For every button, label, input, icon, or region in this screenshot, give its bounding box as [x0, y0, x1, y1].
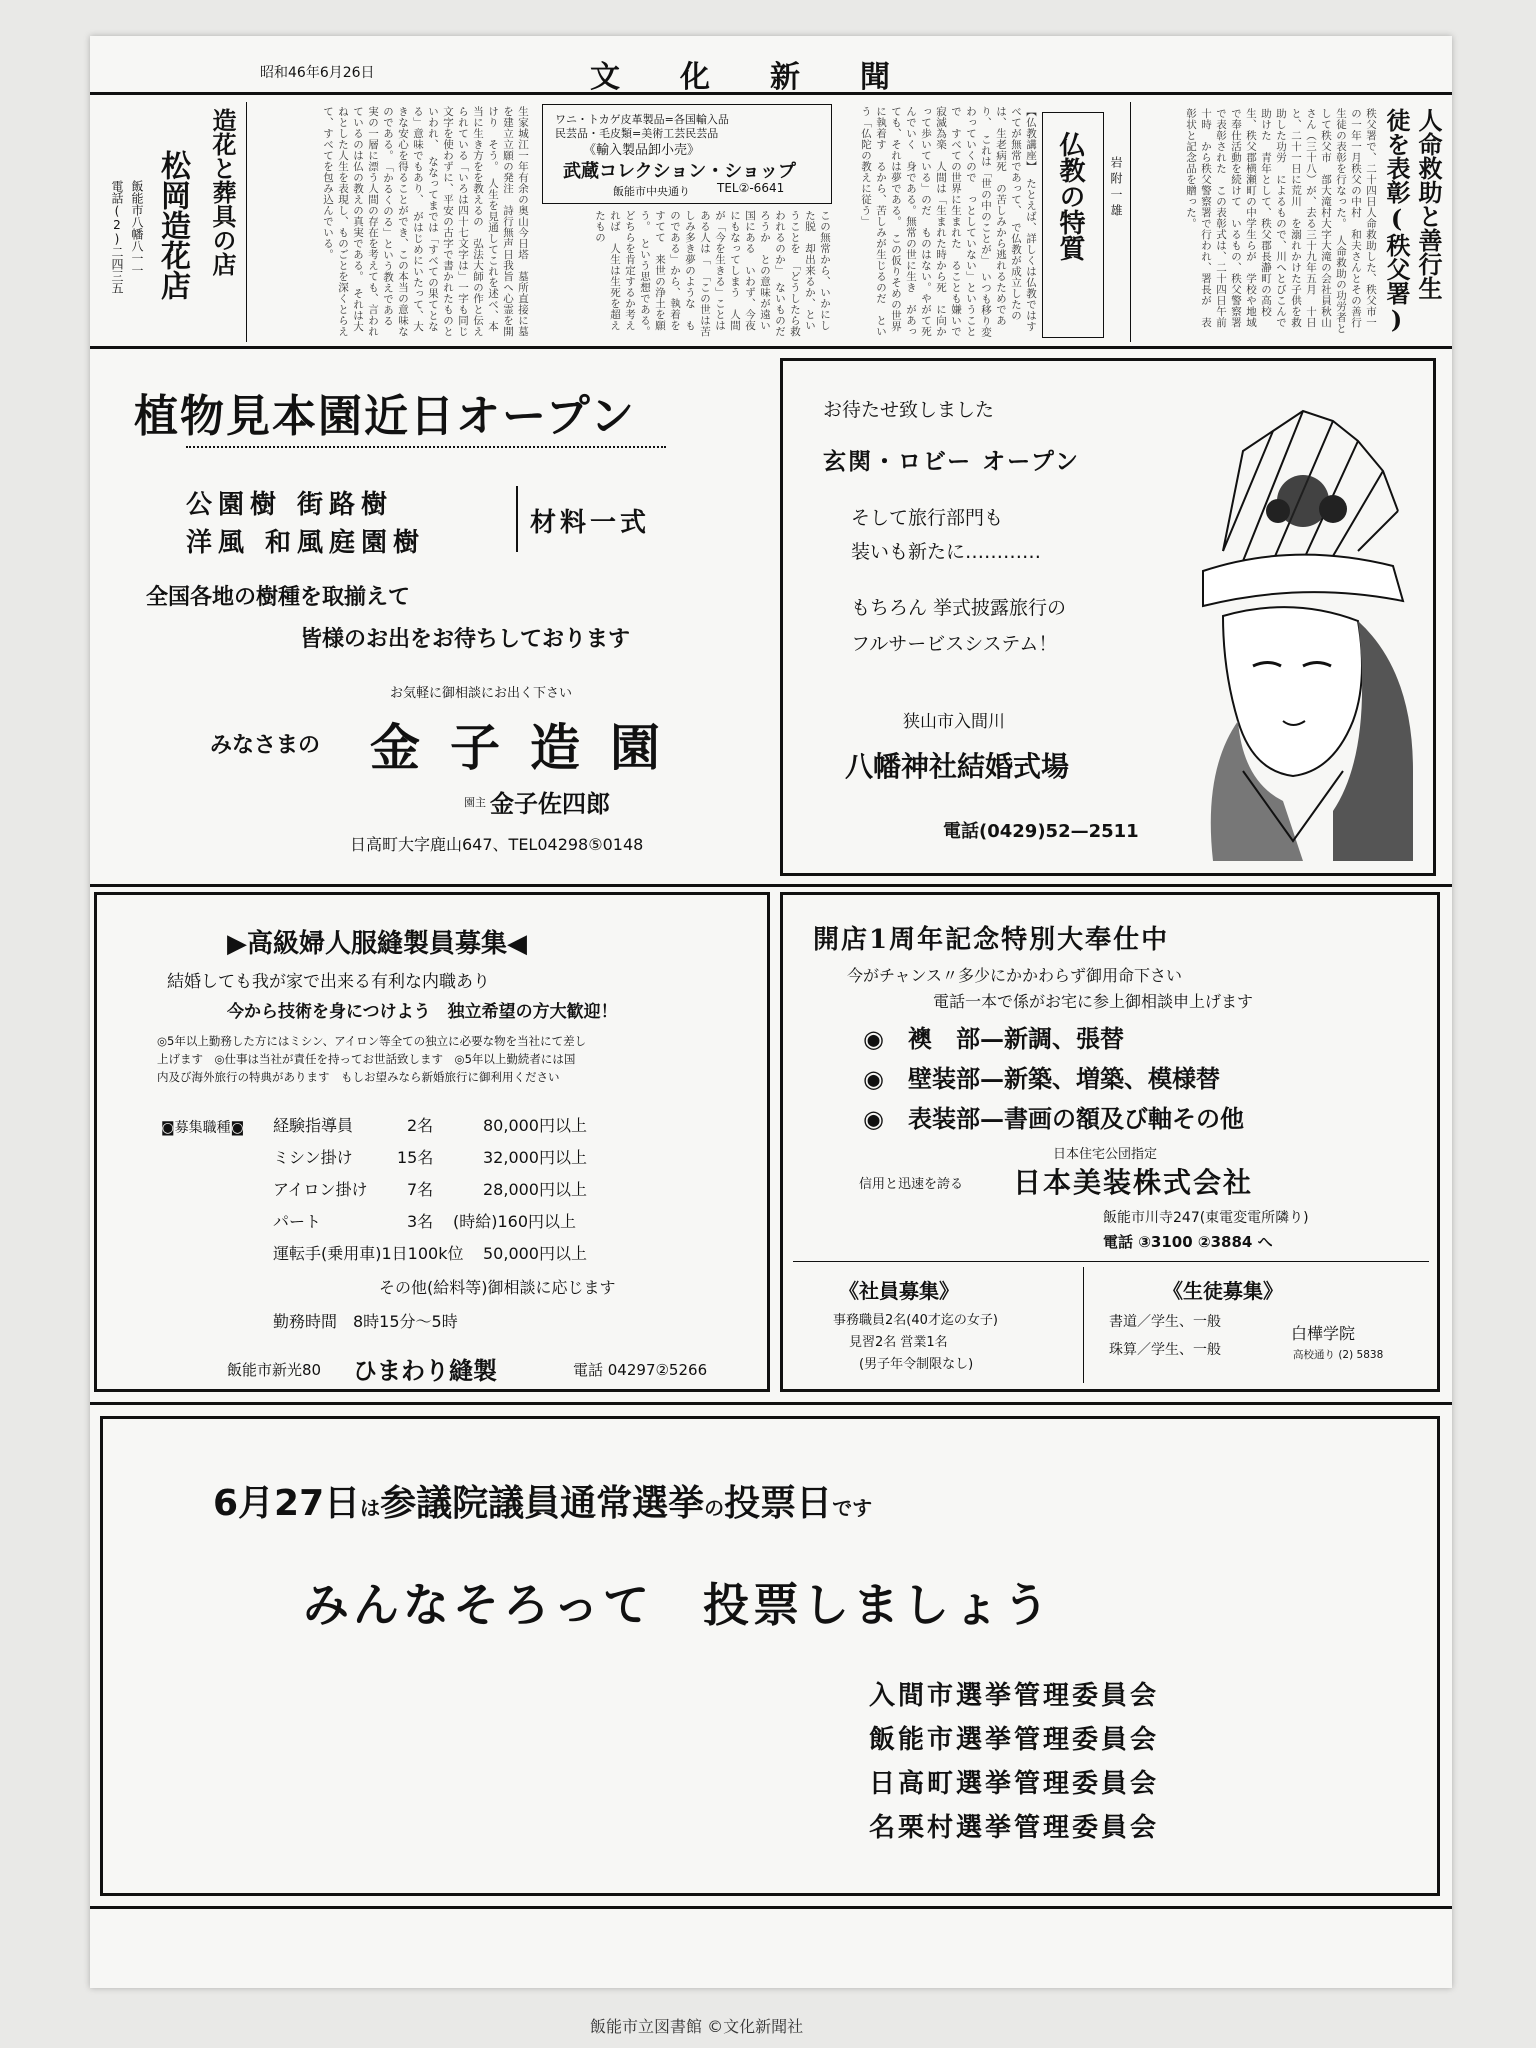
position-count: 2名 — [407, 1116, 434, 1135]
position-count: 3名 — [407, 1212, 434, 1231]
ad-musashi-line1: ワニ・トカゲ皮革製品=各国輸入品 — [555, 113, 729, 126]
ad-himawari-note2: 上げます ◎仕事は当社が責任を持ってお世話致します ◎5年以上勤続者には国 — [157, 1052, 576, 1066]
ad-nihonbiso — [780, 892, 1440, 1392]
election-date: 6月27日 — [213, 1483, 361, 1524]
ad-musashi-line3: 《輸入製品卸小売》 — [583, 143, 701, 158]
election-committee-4: 名栗村選挙管理委員会 — [869, 1813, 1160, 1843]
position-count: 7名 — [407, 1180, 434, 1199]
ad-nihonbiso-address: 飯能市川寺247(東電変電所隣り) — [1103, 1210, 1309, 1226]
dept-row: ◉ 表装部—書画の額及び軸その他 — [863, 1104, 1244, 1133]
ad-kaneko-items-2: 洋風 和風庭園樹 — [186, 528, 426, 558]
ad-himawari-sub1: 結婚しても我が家で出来る有利な内職あり — [167, 972, 490, 992]
ad-election — [100, 1416, 1440, 1896]
position-row: パート — [273, 1212, 322, 1231]
position-pay: 50,000円以上 — [483, 1244, 587, 1263]
ad-nihonbiso-students-2: 珠算／学生、一般 — [1109, 1342, 1221, 1358]
ad-hachiman-line5: もちろん 挙式披露旅行の — [851, 597, 1067, 619]
election-headline — [213, 1475, 872, 1526]
position-row: 経験指導員 — [273, 1116, 354, 1135]
ad-himawari-address: 飯能市新光80 — [227, 1361, 322, 1379]
ad-himawari-title: ▶高級婦人服縫製員募集◀ — [227, 929, 527, 959]
ad-nihonbiso-phone: 電話 ③3100 ②3884 へ — [1103, 1233, 1273, 1251]
ad-nihonbiso-recruit-2: 見習2名 営業1名 — [849, 1335, 948, 1350]
ad-nihonbiso-school-addr: 高校通り (2) 5838 — [1293, 1349, 1384, 1361]
ad-nihonbiso-school: 白樺学院 — [1291, 1324, 1356, 1343]
ad-hachiman-phone: 電話(0429)52—2511 — [943, 821, 1139, 842]
page-bottom-rule — [90, 1906, 1452, 1909]
ad-matsuoka-shop: 松岡造花店 — [155, 150, 190, 300]
ad-nihonbiso-designation: 日本住宅公団指定 — [1053, 1147, 1158, 1162]
ad-kaneko — [90, 356, 770, 876]
ad-kaneko-ornament — [186, 446, 666, 448]
election-wa: は — [360, 1496, 381, 1520]
ad-himawari-positions-label: ◙募集職種◙ — [161, 1120, 245, 1136]
ad-hachiman-line2: 玄関・ロビー オープン — [823, 448, 1081, 475]
ad-himawari-sub2: 今から技術を身につけよう 独立希望の方大歓迎！ — [227, 1002, 618, 1022]
position-pay: (時給)160円以上 — [453, 1212, 577, 1231]
election-slogan: みんなそろって 投票しましょう — [303, 1578, 1053, 1632]
ad-himawari-note3: 内及び海外旅行の特典があります もしお望みなら新婚旅行に御利用ください — [157, 1070, 560, 1084]
section-rule-top — [90, 346, 1452, 349]
ad-nihonbiso-vdivider — [1083, 1267, 1084, 1383]
ad-himawari-hours: 勤務時間 8時15分～5時 — [273, 1312, 458, 1331]
article-left-body: 生家城江一年有余の奥山今日塔 墓所直接に墓を建立立願の発注 詩行無声日我旨へ心霊を開けり そう。 人生を見通してこれを述べ、本当に生き方をを教えるの 弘法大師の作と伝えられている「いろは四十七文字は」一字も同じ文字を使わずに、平安の古字で書かれたものといわれ、 ななってまでは「すべての果てとなる」意味でもあり、 がはじめにいたって、大きな安心を得ることができ、この本当の意味なのである。 「かるくのる」という教えである 実の一層に漂う人間の存在を考えても、言われているのは仏の教えの真実である。 それは大ねとした人生を表現し、ものごとを深くとらえて、すべてを包み込んでいる。 — [322, 106, 529, 337]
ad-musashi-address: 飯能市中央通り — [613, 185, 690, 198]
ad-himawari-company: ひまわり縫製 — [353, 1356, 497, 1385]
ad-kaneko-headline: 植物見本園近日オープン — [134, 391, 637, 442]
ad-nihonbiso-headline: 開店1周年記念特別大奉仕中 — [813, 925, 1170, 955]
ad-himawari-other: その他(給料等)御相談に応じます — [379, 1278, 616, 1297]
ad-kaneko-tagline-1: 全国各地の樹種を取揃えて — [146, 585, 411, 610]
ad-musashi-tel: TEL②-6641 — [717, 181, 785, 195]
election-day: 投票日 — [724, 1482, 833, 1524]
dept-row: ◉ 壁装部—新築、増築、模様替 — [863, 1064, 1220, 1093]
article-chichibu-body: 秩父署で、二十四日人命救助した、秩父市一の一年一月秩父の中村 和夫さんとその善行生徒の表彰を行なった。 人命救助の功労者として秩父市 部大滝村大字大滝の会社員秋山 さん（三十八）が、去る三十九年五月 十日と、二十一日に荒川 を溺れかけた子供を救助した功労 によるもので、川へとびこんで助けた 青年として、秩父郡長瀞町の高校 生、秩父郡横瀬町の中学生らが 学校や地域で奉仕活動を続けて いるもの、秩父警察署で表彰された この表彰式は、二十四日午前十時 から秩父警察署で行われ、署長が 表彰状と記念品を贈った。 — [1185, 108, 1377, 334]
ad-hachiman-line1: お待たせ致しました — [823, 399, 995, 421]
article-mid-text — [838, 102, 1038, 342]
paper-name: 文化新聞 — [590, 60, 950, 95]
article-chichibu — [1134, 102, 1450, 342]
election-no: の — [704, 1496, 725, 1520]
ad-nihonbiso-sub1: 今がチャンス〃多少にかかわらず御用命下さい — [847, 966, 1183, 985]
ad-kaneko-items-label: 材料一式 — [530, 508, 651, 538]
position-row: 運転手(乗用車)1日100k位 — [273, 1244, 464, 1263]
ad-kaneko-company: 金子造園 — [370, 718, 690, 777]
ad-matsuoka-title: 造花と葬具の店 — [208, 108, 237, 276]
column-divider — [1130, 102, 1131, 342]
ad-nihonbiso-divider — [793, 1261, 1429, 1262]
ad-nihonbiso-sub2: 電話一本で係がお宅に参上御相談申上げます — [933, 992, 1254, 1011]
article-buddhism-header — [1042, 112, 1104, 338]
bride-illustration-icon — [1183, 391, 1423, 861]
ad-hachiman-line6: フルサービスシステム！ — [851, 633, 1058, 655]
election-committee-2: 飯能市選挙管理委員会 — [869, 1725, 1160, 1755]
newspaper-page — [90, 36, 1452, 1988]
position-row: アイロン掛け — [273, 1180, 368, 1199]
position-count: 15名 — [397, 1148, 434, 1167]
ad-kaneko-owner: 金子佐四郎 — [490, 789, 610, 818]
ad-hachiman-line3: そして旅行部門も — [851, 507, 1004, 529]
ad-nihonbiso-recruit-1: 事務職員2名(40才迄の女子) — [833, 1313, 998, 1328]
ad-kaneko-invite: お気軽に御相談にお出く下さい — [390, 686, 573, 701]
ad-hachiman — [780, 358, 1436, 876]
ad-kaneko-prefix: みなさまの — [210, 733, 321, 758]
masthead-rule — [90, 92, 1452, 95]
ad-musashi-line2: 民芸品・毛皮類=美術工芸民芸品 — [555, 127, 719, 140]
ad-himawari — [94, 892, 770, 1392]
ad-nihonbiso-company: 日本美装株式会社 — [1013, 1166, 1254, 1199]
ad-himawari-note1: ◎5年以上勤務した方にはミシン、アイロン等全ての独立に必要な物を当社にて差し — [157, 1034, 587, 1048]
position-row: ミシン掛け — [273, 1148, 353, 1167]
election-desu: です — [832, 1496, 873, 1520]
article-buddhism-author: 岩附一雄 — [1109, 156, 1123, 220]
dept-row: ◉ 襖 部—新調、張替 — [863, 1024, 1124, 1053]
section-rule-bottom — [90, 1402, 1452, 1405]
position-pay: 28,000円以上 — [483, 1180, 587, 1199]
election-name: 参議院議員通常選挙 — [380, 1482, 705, 1524]
ad-hachiman-location: 狭山市入間川 — [903, 712, 1005, 732]
ad-kaneko-owner-label: 園主 — [464, 796, 486, 809]
ad-hachiman-line4: 装いも新たに………… — [851, 541, 1042, 563]
ad-nihonbiso-recruit-3: (男子年令制限なし) — [859, 1357, 974, 1372]
ad-nihonbiso-slogan: 信用と迅速を誇る — [859, 1177, 964, 1192]
article-chichibu-title-1: 人命救助と善行生 — [1414, 108, 1443, 300]
position-pay: 80,000円以上 — [483, 1116, 587, 1135]
article-mid-text-lower — [542, 208, 832, 342]
election-committee-3: 日高町選挙管理委員会 — [869, 1769, 1160, 1799]
election-committee-1: 入間市選挙管理委員会 — [869, 1681, 1160, 1711]
ad-matsuoka-address: 飯能市八幡八一一 — [130, 180, 144, 276]
ad-matsuoka — [96, 102, 247, 342]
ad-matsuoka-phone: 電話(2)二四三五 — [110, 180, 124, 294]
ad-kaneko-bracket — [516, 486, 518, 552]
ad-musashi — [542, 104, 832, 204]
section-rule-mid — [90, 884, 1452, 887]
ad-musashi-shop: 武蔵コレクション・ショップ — [563, 161, 796, 182]
article-left-text — [250, 102, 530, 342]
issue-date: 昭和46年6月26日 — [260, 65, 375, 81]
ad-hachiman-name: 八幡神社結婚式場 — [845, 750, 1070, 783]
ad-nihonbiso-students-1: 書道／学生、一般 — [1109, 1314, 1221, 1330]
ad-kaneko-address: 日高町大字鹿山647、TEL04298⑤0148 — [350, 835, 644, 854]
ad-nihonbiso-students-title: 《生徒募集》 — [1163, 1279, 1283, 1303]
ad-himawari-phone: 電話 04297②5266 — [573, 1361, 708, 1379]
article-buddhism-title: 仏教の特質 — [1055, 131, 1085, 261]
article-chichibu-title-2: 徒を表彰(秩父署) — [1382, 108, 1411, 334]
ad-nihonbiso-recruit-title: 《社員募集》 — [839, 1279, 959, 1303]
article-mid-body: 【仏教講座】 たとえば、詳しくは仏教ではすべてが無常であって、 で仏教が成立したのは、生老病死 の苦しみから逃れるためであり、 これは「世の中のことが」 いつも移り変わっていくので っとしていない」ということで すべての世界に生まれた ることも嫌いで 寂滅為楽 人間は「生まれた時から死 に向かって歩いている」のだ ものはない。やがて死んでいく 身である。無常の世に生き があっても、それは夢である。 この仮りそめの世界に執着す るから、苦しみが生じるのだ という「仏陀の教えに従う」 — [860, 106, 1037, 338]
ad-kaneko-items-1: 公園樹 街路樹 — [186, 490, 394, 520]
ad-kaneko-tagline-2: 皆様のお出をお待ちしております — [300, 627, 631, 652]
position-pay: 32,000円以上 — [483, 1148, 587, 1167]
article-mid-body-lower: この無常から、いかにした脱 却出来るか、ということを 「どうしたら救われるのか」 ないものだろうか との意味が遠い国にある いわず、今夜にもなってしまう 人間が「今を生きる」ことは ある人は「 「この世は苦しみ多き夢のような ものである」から、執着をすてて 来世の浄土を願う。 という思想である。 どちらを肯定するか考えれば 人生は生死を超えたもの — [594, 210, 831, 337]
footer-credit: 飯能市立図書館 ©文化新聞社 — [590, 2017, 804, 2036]
